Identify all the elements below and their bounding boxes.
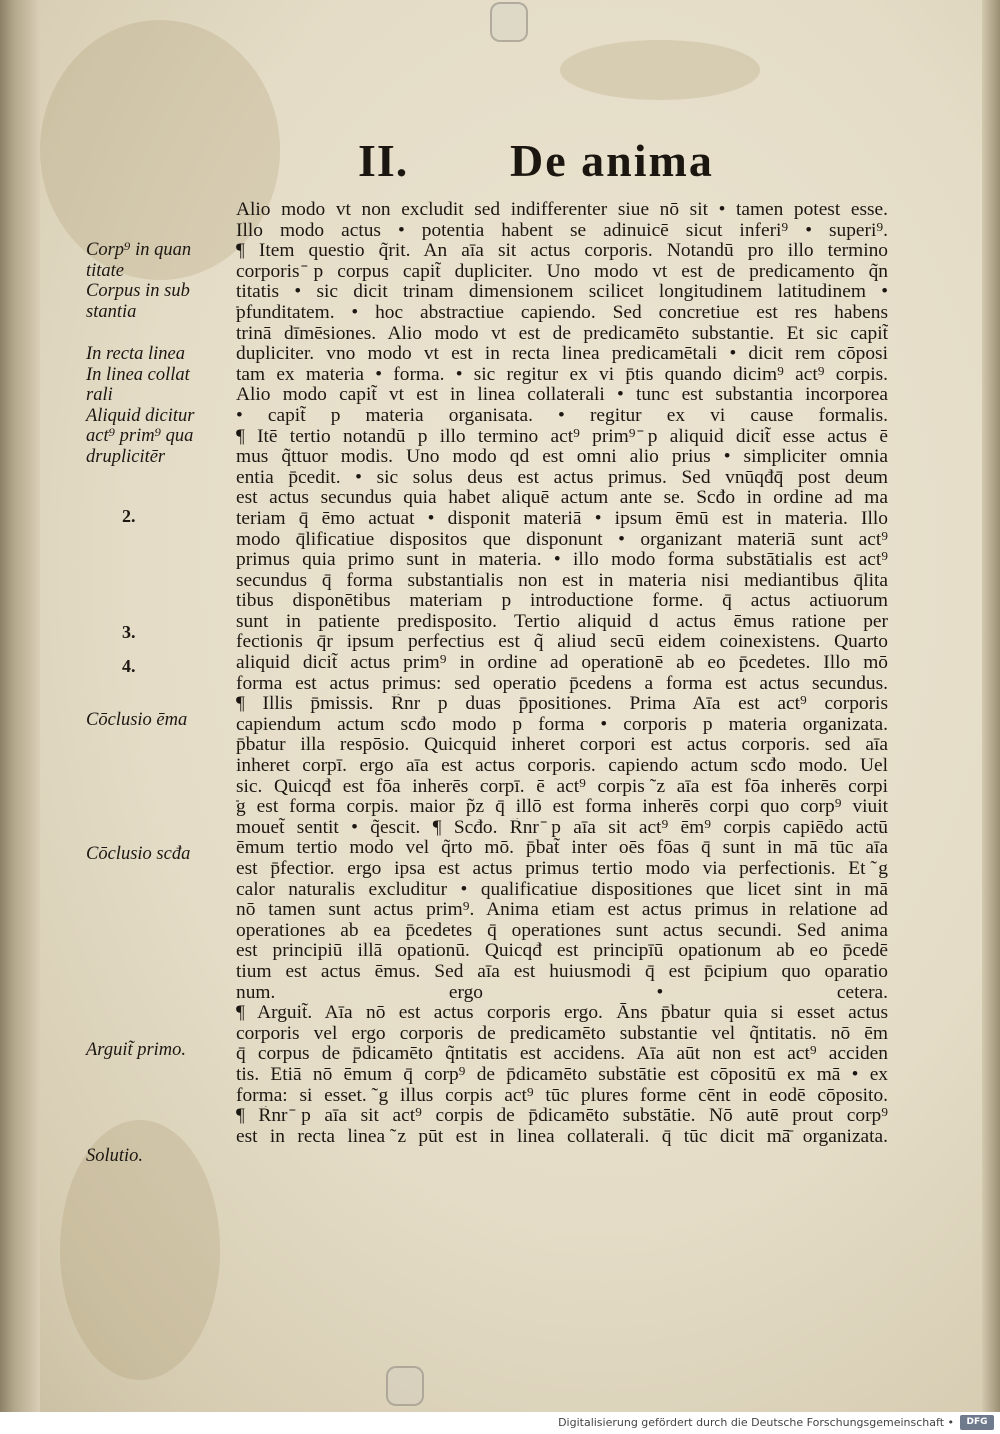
body-line: ¶ Arguit̃. Aīa nō est actus corporis ergo. Āns p̄batur quia si esset actus [236, 1003, 888, 1024]
body-line: ¶ Item questio q̃rit. An aīa sit actus corporis. Notandū pro illo termino [236, 241, 888, 262]
body-line: p̄batur illa respōsio. Quicquid inheret corpori est actus corporis. sed aīa [236, 735, 888, 756]
body-line: tibus disponētibus materiam p introductione forme. q̄ actus actiuorum [236, 591, 888, 612]
margin-note-line: Cōclusio scđa [86, 844, 191, 864]
body-line: mus q̃ttuor modis. Uno modo qd est omni alio prius • simpliciter omnia [236, 447, 888, 468]
margin-note [86, 1146, 226, 1167]
body-line: ̄g est forma corpis. maior p̃z q̄ illō est forma inherēs corpi quo corp⁹ viuit [236, 797, 888, 818]
body-line: Illo modo actus • potentia habent se adinuicē sicut inferi⁹ • superi⁹. [236, 220, 888, 241]
body-line: est principiū illā opationū. Quicqđ est principīū opationum ab eo p̄cedē [236, 941, 888, 962]
body-line: inheret corpī. ergo aīa est actus corporis. capiendo actum scđo modo. Uel [236, 756, 888, 777]
page-edge-left [0, 0, 40, 1412]
body-line: teriam q̄ ēmo actuat • disponit materiā • ipsum ēmū est in materia. Illo [236, 508, 888, 529]
page-header [350, 128, 770, 198]
body-line: ēmum tertio modo vel q̃rto mō. p̄bat̃ inter oēs fōas q̄ sunt in mā tūc aīa [236, 838, 888, 859]
body-line: sunt in patiente predisposito. Tertio aliquid d̃ actus ēmus ratione per [236, 611, 888, 632]
body-line: Alio modo capit̃ vt est in linea collaterali • tunc est substantia incorporea [236, 385, 888, 406]
body-line: aliquid dicit̃ actus prim⁹ in ordine ad operationē ab eo p̄cedetes. Illo mō [236, 653, 888, 674]
clip-mark-top [490, 2, 528, 42]
body-line: est p̄fectior. ergo ipsa est actus primus tertio modo via perfectionis. Et ̃g [236, 859, 888, 879]
body-line: num. ergo • cetera. [236, 982, 888, 1003]
body-line: ̄pfunditatem. • hoc abstractiue capiendo. Sed concretiue est res habens [236, 302, 888, 323]
body-line: forma: si esset. ̃g illus corpis act⁹ tūc plures forme cēnt in eodē cōposito. [236, 1085, 888, 1106]
margin-note [86, 710, 226, 731]
body-line: q̄ corpus de p̄dicamēto q̃ntitatis est accidens. Aīa aūt non est act⁹ acciden [236, 1044, 888, 1065]
body-line: est in recta linea ̃z pūt est in linea collaterali. q̄ tūc dicit mā̄ organizata. [236, 1126, 888, 1147]
body-line: ¶ R̃nr ̄p aīa sit act⁹ corpis de p̄dicamēto substātie. Nō autē prout corp⁹ [236, 1106, 888, 1127]
body-line: trinā dīmēsiones. Alio modo vt est de predicamēto substantie. Et sic capit̃ [236, 323, 888, 344]
body-line: primus quia primo sunt in materia. • illo modo forma substātialis est act⁹ [236, 550, 888, 571]
margin-note-line: rali [86, 385, 113, 405]
paper-stain [560, 40, 760, 100]
margin-note-line: Aliquid dicitur [86, 405, 195, 426]
margin-note-line: In linea collat [86, 364, 190, 385]
body-line: titatis • sic dicit trinam dimensionem scilicet longitudinem latitudinem • [236, 282, 888, 303]
body-line: fectionis q̄r ipsum perfectius est q̃ aliud secū eidem coinexistens. Quarto [236, 632, 888, 653]
margin-note-line: stantia [86, 301, 137, 322]
margin-number: 4. [122, 656, 136, 676]
running-title: De anima [510, 135, 714, 186]
margin-note-line: Corpus in sub [86, 281, 190, 301]
dfg-logo: DFG [960, 1415, 994, 1430]
footer-credit: Digitalisierung gefördert durch die Deutsche Forschungsgemeinschaft • [558, 1416, 954, 1429]
margin-note-line: Corp⁹ in quan [86, 240, 192, 260]
body-line: sic. Quicqđ est fōa inherēs corpī. ē act⁹ corpis ̃z aīa est fōa inherēs corpi [236, 776, 888, 797]
footer-strip [0, 1412, 1000, 1434]
margin-note-line: titate [86, 260, 125, 281]
margin-note-line: druplicitēr [86, 446, 166, 467]
body-line: nō tamen sunt actus prim⁹. Anima etiam est actus primus in relatione ad [236, 900, 888, 921]
body-line: secundus q̄ forma substantialis non est in materia nisi mediantibus q̄lita [236, 570, 888, 591]
margin-number: 2. [122, 506, 136, 526]
body-line: Alio modo vt non excludit sed indifferenter siue nō sit • tamen potest esse. [236, 200, 888, 220]
margin-number: 3. [122, 622, 136, 642]
body-line: modo q̄lificatiue dispositos que disponunt • organizant materiā sunt act⁹ [236, 529, 888, 550]
body-line: tis. Etiā nō ēmum q̄ corp⁹ de p̄dicamēto substātie est cōpositū ex mā • ex [236, 1064, 888, 1085]
clip-mark-bottom [386, 1366, 424, 1406]
page-edge-right [982, 0, 1000, 1412]
body-line: dupliciter. vno modo vt est in recta linea predicamētali • dicit rem cōposi [236, 344, 888, 365]
margin-note-line: In recta linea [86, 344, 185, 364]
body-line: operationes ab ea p̄cedetes q̄ operationes sunt actus secundi. Sed anima [236, 920, 888, 941]
body-line: • capit̃ p materia organisata. • regitur ex vi cause formalis. [236, 405, 888, 426]
body-text [236, 200, 888, 1147]
margin-note [86, 844, 226, 865]
margin-note-line: Solutio. [86, 1146, 144, 1166]
body-line: forma est actus primus: sed operatio p̄cedens a forma est actus secundus. [236, 673, 888, 694]
body-line: corporis ̄p corpus capit̃ dupliciter. Uno modo vt est de predicamento q̃n [236, 261, 888, 282]
margin-note-line: Cōclusio ēma [86, 710, 188, 730]
body-line: ¶ Itē tertio notandū p illo termino act⁹ prim⁹ ̄p aliquid dicit̃ esse actus ē [236, 426, 888, 447]
folio-number: II. [358, 135, 409, 186]
body-line: tium est actus ēmus. Sed aīa est huiusmodi q̄ est p̄cipium quo oparatio [236, 961, 888, 982]
body-line: tam ex materia • forma. • sic regitur ex vi p̄tis quando dicim⁹ act⁹ corpis. [236, 364, 888, 385]
margin-note-line: act⁹ prim⁹ qua [86, 426, 194, 446]
body-line: corporis vel ergo corporis de predicamēto substantie vel q̃ntitatis. nō ēm [236, 1023, 888, 1044]
body-line: est actus secundus quia habet aliquē actum ante se. Scđo in ordine ad ma [236, 488, 888, 509]
body-line: calor naturalis excluditur • qualificatiue dispositiones que licet sint in mā [236, 879, 888, 900]
margin-note [86, 1040, 226, 1061]
body-line: capiendum actum scđo modo p forma • corporis p materia organizata. [236, 714, 888, 735]
body-line: mouet̃ sentit • q̃escit. ¶ Scđo. R̃nr ̄p aīa sit act⁹ ēm⁹ corpis capiēdo actū [236, 817, 888, 838]
body-line: entia p̄cedit. • sic solus deus est actus primus. Sed vnūqđq̄ post deum [236, 467, 888, 488]
margin-note [86, 240, 226, 322]
margin-note-line: Arguit̃ primo. [86, 1040, 187, 1060]
margin-note [86, 344, 226, 467]
body-line: ¶ Illis p̄missis. R̃nr p duas p̄positiones. Prima Aīa est act⁹ corporis [236, 694, 888, 715]
